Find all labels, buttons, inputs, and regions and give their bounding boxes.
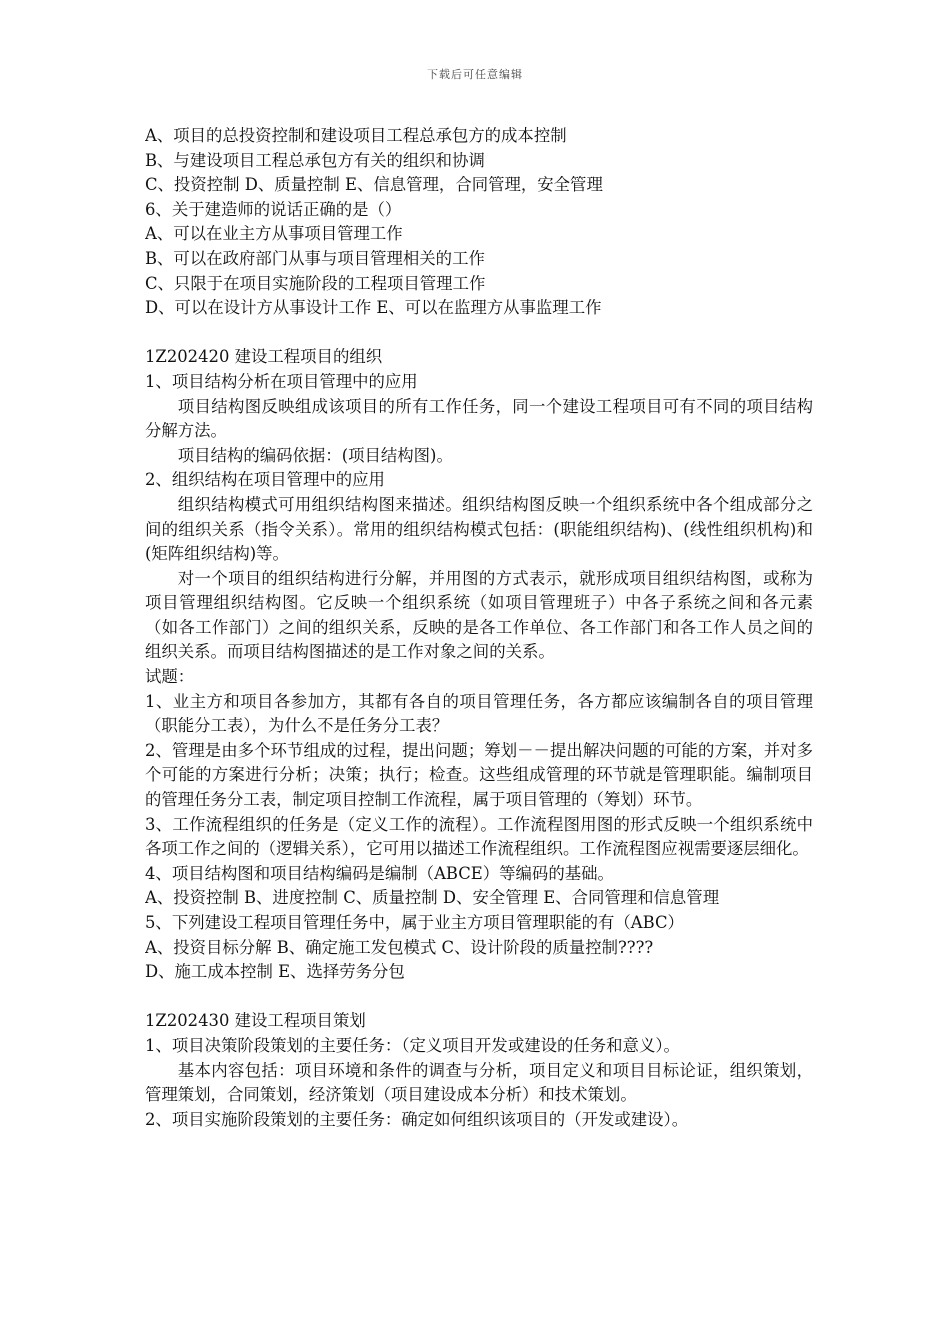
quiz-question: 5、下列建设工程项目管理任务中，属于业主方项目管理职能的有（ABC）: [145, 913, 684, 932]
item-heading: 1、项目决策阶段策划的主要任务：（定义项目开发或建设的任务和意义）。: [145, 1035, 680, 1055]
option-line: A、可以在业主方从事项目管理工作: [145, 224, 403, 244]
option-line: C、只限于在项目实施阶段的工程项目管理工作: [145, 273, 486, 293]
quiz-options: A、投资控制 B、进度控制 C、质量控制 D、安全管理 E、合同管理和信息管理: [145, 888, 720, 908]
spacer: [145, 985, 813, 1010]
paragraph: 组织结构模式可用组织结构图来描述。组织结构图反映一个组织系统中各个组成部分之间的组织关系（指令关系）。常用的组织结构模式包括：(职能组织结构)、(线性组织机构)和(矩阵组织结构)等。: [145, 494, 813, 564]
paragraph: 项目结构的编码依据：(项目结构图)。: [177, 445, 453, 465]
option-line: B、可以在政府部门从事与项目管理相关的工作: [145, 248, 485, 268]
paragraph: 项目结构图反映组成该项目的所有工作任务，同一个建设工程项目可有不同的项目结构分解方法。: [145, 396, 813, 441]
item-heading: 2、项目实施阶段策划的主要任务：确定如何组织该项目的（开发或建设）。: [145, 1109, 689, 1129]
question-line: 6、关于建造师的说话正确的是（）: [145, 199, 402, 219]
option-line: A、项目的总投资控制和建设项目工程总承包方的成本控制: [145, 126, 567, 145]
section-title: 1Z202430 建设工程项目策划: [145, 1011, 366, 1031]
quiz-options: A、投资目标分解 B、确定施工发包模式 C、设计阶段的质量控制????: [145, 937, 654, 957]
quiz-label: 试题：: [145, 667, 195, 687]
paragraph: 对一个项目的组织结构进行分解，并用图的方式表示，就形成项目组织结构图，或称为项目管理组织结构图。它反映一个组织系统（如项目管理班子）中各子系统之间和各元素（如各工作部门）之间的组织关系，反映的是各工作单位、各工作部门和各工作人员之间的组织关系。而项目结构图描述的是工作对象之间的关系。: [145, 568, 813, 662]
quiz-question: 2、管理是由多个环节组成的过程，提出问题；筹划－－提出解决问题的可能的方案，并对多个可能的方案进行分析；决策；执行；检查。这些组成管理的环节就是管理职能。编制项目的管理任务分工表，制定项目控制工作流程，属于项目管理的（筹划）环节。: [145, 740, 813, 810]
item-heading: 2、组织结构在项目管理中的应用: [145, 470, 385, 490]
item-heading: 1、项目结构分析在项目管理中的应用: [145, 371, 418, 391]
option-line: D、可以在设计方从事设计工作 E、可以在监理方从事监理工作: [145, 298, 602, 318]
quiz-question: 1、业主方和项目各参加方，其都有各自的项目管理任务，各方都应该编制各自的项目管理（职能分工表），为什么不是任务分工表？: [145, 691, 813, 736]
document-body: [145, 124, 813, 1132]
spacer: [145, 321, 813, 346]
quiz-question: 3、工作流程组织的任务是（定义工作的流程）。工作流程图用图的形式反映一个组织系统中各项工作之间的（逻辑关系），它可用以描述工作流程组织。工作流程图应视需要逐层细化。: [145, 814, 813, 859]
section-title: 1Z202420 建设工程项目的组织: [145, 347, 383, 367]
page-header: 下载后可任意编辑: [427, 68, 523, 81]
quiz-options: D、施工成本控制 E、选择劳务分包: [145, 962, 405, 982]
quiz-question: 4、项目结构图和项目结构编码是编制（ABCE）等编码的基础。: [145, 863, 614, 883]
option-line: B、与建设项目工程总承包方有关的组织和协调: [145, 150, 485, 170]
paragraph: 基本内容包括：项目环境和条件的调查与分析，项目定义和项目目标论证，组织策划，管理策划，合同策划，经济策划（项目建设成本分析）和技术策划。: [145, 1060, 813, 1105]
option-line: C、投资控制 D、质量控制 E、信息管理，合同管理，安全管理: [145, 175, 603, 195]
